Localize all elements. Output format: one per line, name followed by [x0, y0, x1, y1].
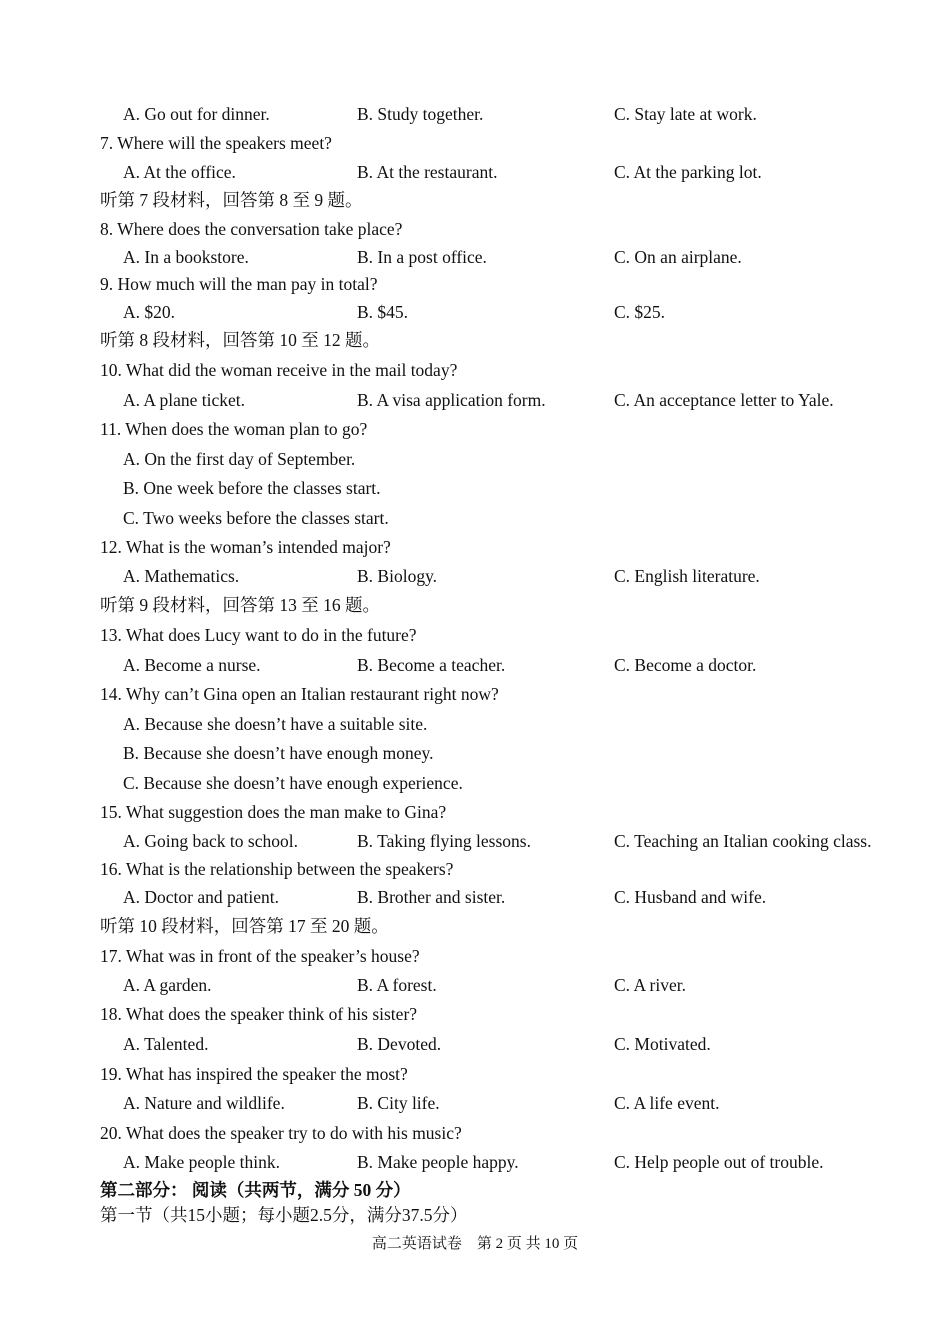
- option-a: A. At the office.: [123, 162, 236, 182]
- question: 13. What does Lucy want to do in the future?: [100, 625, 417, 645]
- option-b: B. Make people happy.: [357, 1152, 519, 1172]
- part-heading: 第二部分： 阅读（共两节，满分 50 分）: [100, 1180, 411, 1200]
- section-instruction: 听第 8 段材料，回答第 10 至 12 题。: [100, 330, 380, 350]
- option: A. Because she doesn’t have a suitable site.: [123, 714, 428, 734]
- option-c: C. Motivated.: [614, 1034, 711, 1054]
- option-c: C. On an airplane.: [614, 247, 742, 267]
- section-instruction: 听第 10 段材料，回答第 17 至 20 题。: [100, 916, 389, 936]
- option-a: A. A garden.: [123, 975, 212, 995]
- question: 9. How much will the man pay in total?: [100, 274, 378, 294]
- option-a: A. A plane ticket.: [123, 390, 245, 410]
- section-instruction: 听第 9 段材料，回答第 13 至 16 题。: [100, 595, 380, 615]
- option-a: A. Talented.: [123, 1034, 209, 1054]
- option-a: A. Going back to school.: [123, 831, 298, 851]
- question: 17. What was in front of the speaker’s house?: [100, 946, 420, 966]
- option-a: A. $20.: [123, 302, 176, 322]
- section-heading: 第一节（共15小题；每小题2.5分，满分37.5分）: [100, 1205, 468, 1225]
- question: 8. Where does the conversation take place?: [100, 219, 403, 239]
- option-b: B. Devoted.: [357, 1034, 442, 1054]
- page-footer: 高二英语试卷 第 2 页 共 10 页: [371, 1236, 579, 1252]
- option-c: C. Stay late at work.: [614, 104, 757, 124]
- option-b: B. Become a teacher.: [357, 655, 506, 675]
- question: 18. What does the speaker think of his sister?: [100, 1004, 418, 1024]
- section-instruction: 听第 7 段材料，回答第 8 至 9 题。: [100, 190, 363, 210]
- option-b: B. City life.: [357, 1093, 440, 1113]
- option-c: C. A life event.: [614, 1093, 720, 1113]
- option-c: C. Husband and wife.: [614, 887, 767, 907]
- question: 14. Why can’t Gina open an Italian restaurant right now?: [100, 684, 499, 704]
- option-b: B. Biology.: [357, 566, 438, 586]
- option-a: A. Mathematics.: [123, 566, 240, 586]
- question: 10. What did the woman receive in the mail today?: [100, 360, 458, 380]
- option-b: B. Study together.: [357, 104, 484, 124]
- option-a: A. Make people think.: [123, 1152, 280, 1172]
- option-b: B. At the restaurant.: [357, 162, 498, 182]
- option-a: A. Go out for dinner.: [123, 104, 270, 124]
- option-b: B. A forest.: [357, 975, 437, 995]
- question: 12. What is the woman’s intended major?: [100, 537, 391, 557]
- question: 19. What has inspired the speaker the most?: [100, 1064, 408, 1084]
- option-a: A. Doctor and patient.: [123, 887, 279, 907]
- option-b: B. Brother and sister.: [357, 887, 506, 907]
- option-b: B. A visa application form.: [357, 390, 546, 410]
- option-b: B. Taking flying lessons.: [357, 831, 531, 851]
- option-a: A. Become a nurse.: [123, 655, 261, 675]
- option-b: B. In a post office.: [357, 247, 487, 267]
- option: B. One week before the classes start.: [123, 478, 381, 498]
- question: 7. Where will the speakers meet?: [100, 133, 332, 153]
- option: C. Because she doesn’t have enough experience.: [123, 773, 463, 793]
- option-c: C. $25.: [614, 302, 666, 322]
- option: C. Two weeks before the classes start.: [123, 508, 389, 528]
- option-a: A. In a bookstore.: [123, 247, 249, 267]
- option-c: C. English literature.: [614, 566, 760, 586]
- question: 15. What suggestion does the man make to Gina?: [100, 802, 447, 822]
- option-c: C. A river.: [614, 975, 686, 995]
- option-a: A. Nature and wildlife.: [123, 1093, 285, 1113]
- option-c: C. At the parking lot.: [614, 162, 762, 182]
- option: A. On the first day of September.: [123, 449, 356, 469]
- question: 11. When does the woman plan to go?: [100, 419, 368, 439]
- option-c: C. Teaching an Italian cooking class.: [614, 831, 872, 851]
- option: B. Because she doesn’t have enough money.: [123, 743, 434, 763]
- option-c: C. An acceptance letter to Yale.: [614, 390, 834, 410]
- option-c: C. Become a doctor.: [614, 655, 757, 675]
- option-b: B. $45.: [357, 302, 409, 322]
- question: 20. What does the speaker try to do with his music?: [100, 1123, 462, 1143]
- option-c: C. Help people out of trouble.: [614, 1152, 824, 1172]
- question: 16. What is the relationship between the speakers?: [100, 859, 454, 879]
